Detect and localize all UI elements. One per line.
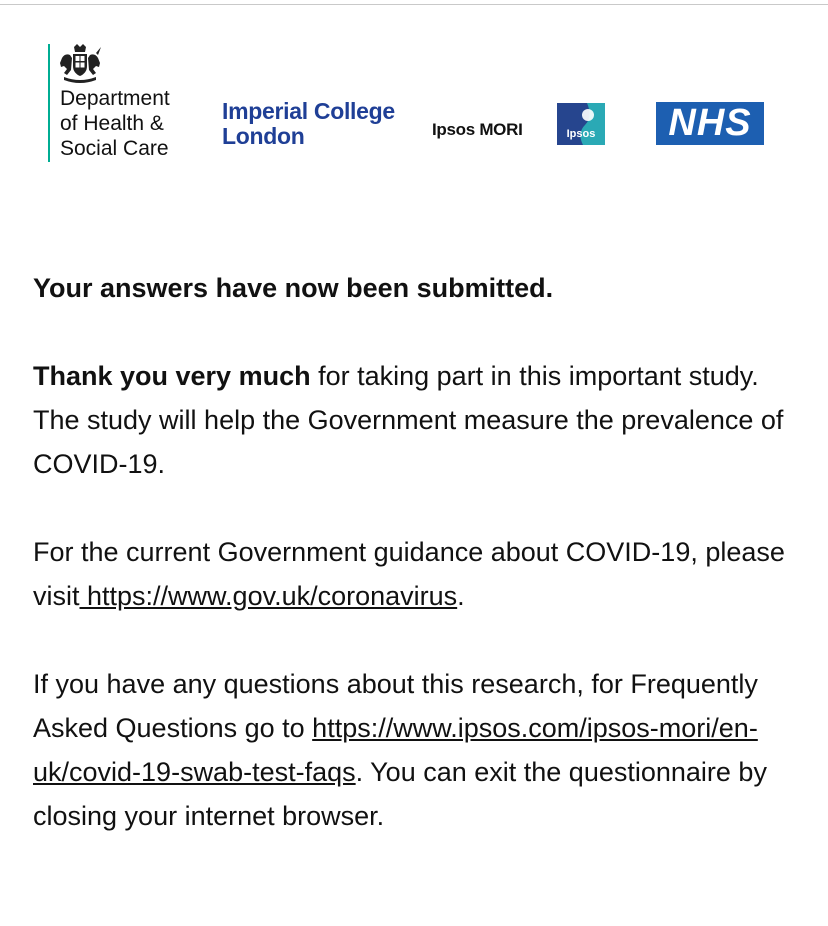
questions-text: If you have any questions about this research, for Frequently Asked Questions go to — [33, 669, 758, 743]
imperial-line-1: Imperial College — [222, 98, 395, 124]
guidance-end: . — [457, 581, 465, 611]
dhsc-line-1: Department — [60, 87, 170, 110]
submitted-heading: Your answers have now been submitted. — [33, 273, 554, 303]
dhsc-name — [60, 86, 170, 161]
exit-instructions: . You can exit the questionnaire by closing your internet browser. — [33, 757, 767, 831]
guidance-text: For the current Government guidance about COVID-19, please visit — [33, 537, 785, 611]
thanks-text: for taking part in this important study. The study will help the Government measure the prevalence of COVID-19. — [33, 361, 784, 479]
ipsos-mori-wordmark: Ipsos MORI — [432, 120, 523, 139]
partner-logos — [0, 0, 828, 200]
guidance-paragraph — [33, 530, 793, 618]
gov-coronavirus-link[interactable]: https://www.gov.uk/coronavirus — [79, 581, 458, 611]
ipsos-logo-icon — [557, 103, 605, 145]
imperial-line-2: London — [222, 123, 305, 149]
questions-paragraph — [33, 662, 793, 838]
faq-link[interactable]: https://www.ipsos.com/ipsos-mori/en-uk/covid-19-swab-test-faqs — [33, 713, 758, 787]
confirmation-message — [33, 266, 793, 838]
royal-crest-icon — [58, 44, 102, 84]
thanks-emphasis: Thank you very much — [33, 361, 311, 391]
thanks-paragraph — [33, 354, 793, 486]
nhs-logo — [656, 102, 764, 145]
dhsc-line-2: of Health & — [60, 112, 164, 135]
imperial-college-logo — [222, 99, 395, 149]
ipsos-badge-text: Ipsos — [566, 128, 596, 140]
dhsc-line-3: Social Care — [60, 137, 169, 160]
nhs-wordmark: NHS — [668, 102, 752, 144]
dhsc-accent-bar — [48, 44, 50, 162]
